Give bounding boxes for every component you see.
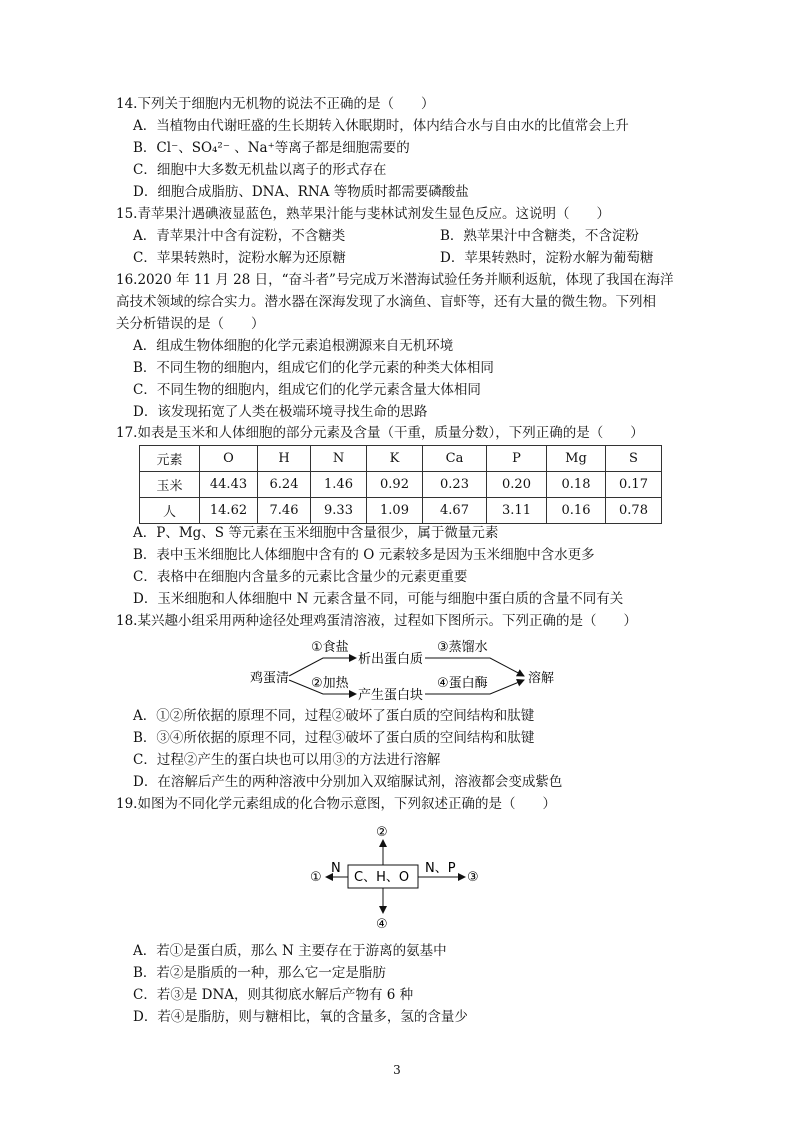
diagram-np-label: N、P <box>425 861 456 876</box>
table-cell: 9.33 <box>311 498 367 524</box>
table-cell: 0.16 <box>547 498 606 524</box>
table-cell: 44.43 <box>200 472 258 498</box>
table-cell: 14.62 <box>200 498 258 524</box>
table-cell: 0.92 <box>367 472 423 498</box>
table-cell: S <box>606 446 662 472</box>
q17-stem: 17.如表是玉米和人体细胞的部分元素及含量（干重，质量分数），下列正确的是（ ） <box>116 425 644 441</box>
compound-1-label: ① <box>310 870 322 885</box>
q16-option-a: A．组成生物体细胞的化学元素追根溯源来自无机环境 <box>133 338 454 354</box>
table-cell: O <box>200 446 258 472</box>
q17-option-d: D．玉米细胞和人体细胞中 N 元素含量不同，可能与细胞中蛋白质的含量不同有关 <box>133 591 624 607</box>
table-cell: 0.20 <box>487 472 547 498</box>
q14-option-c: C．细胞中大多数无机盐以离子的形式存在 <box>133 162 387 178</box>
q19-option-b: B．若②是脂质的一种，那么它一定是脂肪 <box>133 965 386 981</box>
compound-2-label: ② <box>376 825 388 840</box>
q16-stem-line3: 关分析错误的是（ ） <box>116 316 265 332</box>
table-cell: Mg <box>547 446 606 472</box>
diagram-n-label: N <box>331 861 341 876</box>
table-cell: 6.24 <box>258 472 311 498</box>
table-cell: 0.23 <box>423 472 487 498</box>
compound-4-label: ④ <box>376 917 388 932</box>
q14-option-a: A．当植物由代谢旺盛的生长期转入休眠期时，体内结合水与自由水的比值常会上升 <box>133 118 629 134</box>
table-cell: H <box>258 446 311 472</box>
table-cell: 7.46 <box>258 498 311 524</box>
table-cell: 0.78 <box>606 498 662 524</box>
table-cell: 3.11 <box>487 498 547 524</box>
table-cell: K <box>367 446 423 472</box>
q14-option-d: D．细胞合成脂肪、DNA、RNA 等物质时都需要磷酸盐 <box>133 184 469 200</box>
q16-stem-line1: 16.2020 年 11 月 28 日，“奋斗者”号完成万米潜海试验任务并顺利返航，体现了我国在海洋 <box>116 272 674 288</box>
table-cell: 1.09 <box>367 498 423 524</box>
diagram-result2-label: 产生蛋白块 <box>358 688 424 703</box>
diagram-egg-white-label: 鸡蛋清 <box>250 671 290 686</box>
table-cell: 玉米 <box>140 472 200 498</box>
q18-option-a: A．①②所依据的原理不同，过程②破坏了蛋白质的空间结构和肽键 <box>133 708 535 724</box>
table-cell: 0.17 <box>606 472 662 498</box>
arrow-step3 <box>425 658 524 676</box>
q16-option-d: D．该发现拓宽了人类在极端环境寻找生命的思路 <box>133 404 428 420</box>
q14-option-b: B．Cl⁻、SO₄²⁻ 、Na⁺等离子都是细胞需要的 <box>133 140 410 156</box>
table-cell: P <box>487 446 547 472</box>
q16-stem-line2: 高技术领域的综合实力。潜水器在深海发现了水滴鱼、盲虾等，还有大量的微生物。下列相 <box>116 294 656 310</box>
q19-stem: 19.如图为不同化学元素组成的化合物示意图，下列叙述正确的是（ ） <box>116 796 556 812</box>
table-cell: Ca <box>423 446 487 472</box>
q15-option-d: D．苹果转熟时，淀粉水解为葡萄糖 <box>440 250 654 266</box>
q18-stem: 18.某兴趣小组采用两种途径处理鸡蛋清溶液，过程如下图所示。下列正确的是（ ） <box>116 613 637 629</box>
q15-stem: 15.青苹果汁遇碘液显蓝色，熟苹果汁能与斐林试剂发生显色反应。这说明（ ） <box>116 206 610 222</box>
q17-option-b: B．表中玉米细胞比人体细胞中含有的 O 元素较多是因为玉米细胞中含水更多 <box>133 547 595 563</box>
q16-option-b: B．不同生物的细胞内，组成它们的化学元素的种类大体相同 <box>133 360 494 376</box>
q14-stem: 14.下列关于细胞内无机物的说法不正确的是（ ） <box>116 96 435 112</box>
table-cell: 人 <box>140 498 200 524</box>
table-cell: 0.18 <box>547 472 606 498</box>
diagram-dissolve-label: 溶解 <box>528 671 555 686</box>
diagram-result1-label: 析出蛋白质 <box>358 652 424 667</box>
diagram-step2-label: ②加热 <box>311 676 349 691</box>
q17-option-a: A．P、Mg、S 等元素在玉米细胞中含量很少，属于微量元素 <box>133 525 499 541</box>
q18-option-d: D．在溶解后产生的两种溶液中分别加入双缩脲试剂，溶液都会变成紫色 <box>133 774 563 790</box>
q18-option-c: C．过程②产生的蛋白块也可以用③的方法进行溶解 <box>133 752 441 768</box>
q19-option-c: C．若③是 DNA，则其彻底水解后产物有 6 种 <box>133 987 414 1003</box>
table-cell: 1.46 <box>311 472 367 498</box>
page-number: 3 <box>393 1063 401 1077</box>
table-cell: N <box>311 446 367 472</box>
arrow-step1 <box>289 658 356 676</box>
compound-3-label: ③ <box>467 870 479 885</box>
diagram-step4-label: ④蛋白酶 <box>437 676 488 691</box>
diagram-step1-label: ①食盐 <box>311 640 349 655</box>
q15-option-a: A．青苹果汁中含有淀粉，不含糖类 <box>133 228 346 244</box>
q19-option-a: A．若①是蛋白质，那么 N 主要存在于游离的氨基中 <box>133 943 447 959</box>
diagram-cho-label: C、H、O <box>354 870 410 885</box>
q16-option-c: C．不同生物的细胞内，组成它们的化学元素含量大体相同 <box>133 382 481 398</box>
table-cell: 4.67 <box>423 498 487 524</box>
q19-option-d: D．若④是脂肪，则与糖相比，氧的含量多，氢的含量少 <box>133 1009 468 1025</box>
q15-option-c: C．苹果转熟时，淀粉水解为还原糖 <box>133 250 346 266</box>
q18-option-b: B．③④所依据的原理不同，过程③破坏了蛋白质的空间结构和肽键 <box>133 730 535 746</box>
diagram-step3-label: ③蒸馏水 <box>437 640 488 655</box>
q15-option-b: B．熟苹果汁中含糖类，不含淀粉 <box>440 228 639 244</box>
table-cell: 元素 <box>140 446 200 472</box>
q17-option-c: C．表格中在细胞内含量多的元素比含量少的元素更重要 <box>133 569 468 585</box>
